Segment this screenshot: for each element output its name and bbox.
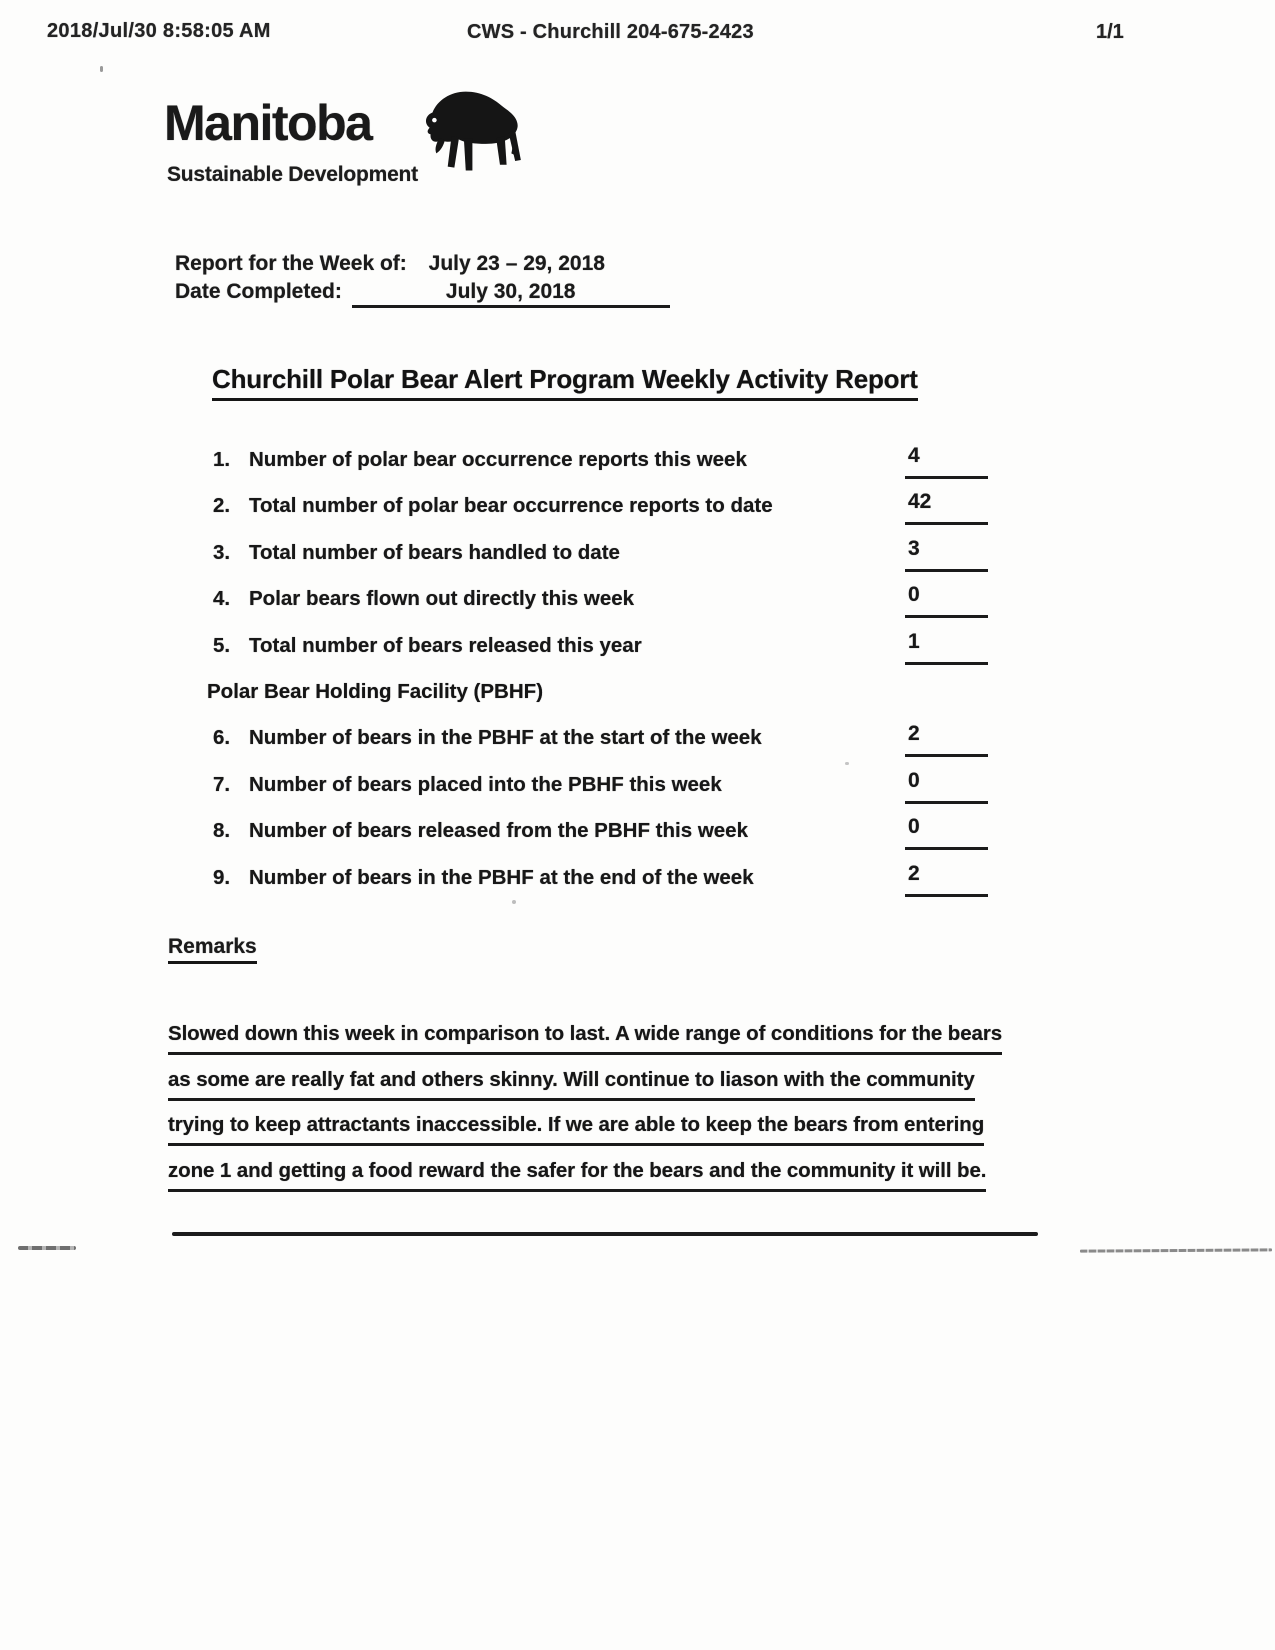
item-number: 5. (213, 634, 231, 657)
report-item-5 (213, 630, 1013, 668)
item-number: 8. (213, 819, 231, 842)
report-item-8 (213, 815, 1013, 853)
item-label: Total number of polar bear occurrence reports to date (249, 494, 773, 517)
report-item-9 (213, 862, 1013, 900)
report-item-7 (213, 769, 1013, 807)
item-number: 9. (213, 866, 231, 889)
date-completed-value: July 30, 2018 (352, 280, 670, 308)
item-label: Number of bears in the PBHF at the start of the week (249, 726, 762, 749)
item-value: 2 (905, 862, 988, 897)
item-value: 3 (905, 537, 988, 572)
fax-page-indicator: 1/1 (1096, 21, 1124, 43)
item-label: Number of bears in the PBHF at the end of the week (249, 866, 754, 889)
report-week-value: July 23 – 29, 2018 (428, 252, 605, 275)
remarks-line-3: trying to keep attractants inaccessible. If we are able to keep the bears from entering (168, 1113, 984, 1146)
remarks-line-2: as some are really fat and others skinny. Will continue to liason with the community (168, 1068, 975, 1101)
item-value: 0 (905, 815, 988, 850)
logo-subtitle: Sustainable Development (167, 163, 418, 186)
item-number: 1. (213, 448, 231, 471)
item-value: 42 (905, 490, 988, 525)
report-week-label: Report for the Week of: (175, 252, 407, 275)
item-label: Total number of bears handled to date (249, 541, 620, 564)
item-label: Number of bears placed into the PBHF this week (249, 773, 722, 796)
remarks-heading: Remarks (168, 935, 257, 964)
report-item-3 (213, 537, 1013, 575)
scan-artifact-right (1080, 1248, 1272, 1252)
report-week-row (175, 252, 605, 276)
scan-speck (845, 762, 849, 765)
scan-speck (100, 66, 103, 72)
report-item-4 (213, 583, 1013, 621)
scan-artifact-left (18, 1246, 76, 1250)
date-completed-label: Date Completed: (175, 280, 342, 303)
report-item-2 (213, 490, 1013, 528)
report-title: Churchill Polar Bear Alert Program Weekly Activity Report (212, 364, 918, 401)
item-value: 1 (905, 630, 988, 665)
scan-speck (512, 900, 516, 904)
item-label: Number of polar bear occurrence reports this week (249, 448, 747, 471)
item-number: 4. (213, 587, 231, 610)
report-item-1 (213, 444, 1013, 482)
item-label: Number of bears released from the PBHF this week (249, 819, 748, 842)
pbhf-section-heading: Polar Bear Holding Facility (PBHF) (207, 680, 544, 703)
item-number: 7. (213, 773, 231, 796)
item-number: 2. (213, 494, 231, 517)
item-value: 2 (905, 722, 988, 757)
item-number: 6. (213, 726, 231, 749)
date-completed-row (175, 280, 670, 308)
report-item-6 (213, 722, 1013, 760)
remarks-line-1: Slowed down this week in comparison to last. A wide range of conditions for the bears (168, 1022, 1002, 1055)
fax-timestamp: 2018/Jul/30 8:58:05 AM (47, 20, 271, 42)
item-label: Polar bears flown out directly this week (249, 587, 635, 610)
item-number: 3. (213, 541, 231, 564)
manitoba-wordmark: Manitoba (164, 95, 372, 151)
remarks-line-4: zone 1 and getting a food reward the safer for the bears and the community it will be. (168, 1159, 986, 1192)
item-value: 0 (905, 769, 988, 804)
item-value: 0 (905, 583, 988, 618)
item-label: Total number of bears released this year (249, 634, 642, 657)
fax-sender-line: CWS - Churchill 204-675-2423 (467, 21, 754, 43)
item-value: 4 (905, 444, 988, 479)
signature-rule (172, 1232, 1038, 1236)
bison-icon (410, 84, 550, 179)
